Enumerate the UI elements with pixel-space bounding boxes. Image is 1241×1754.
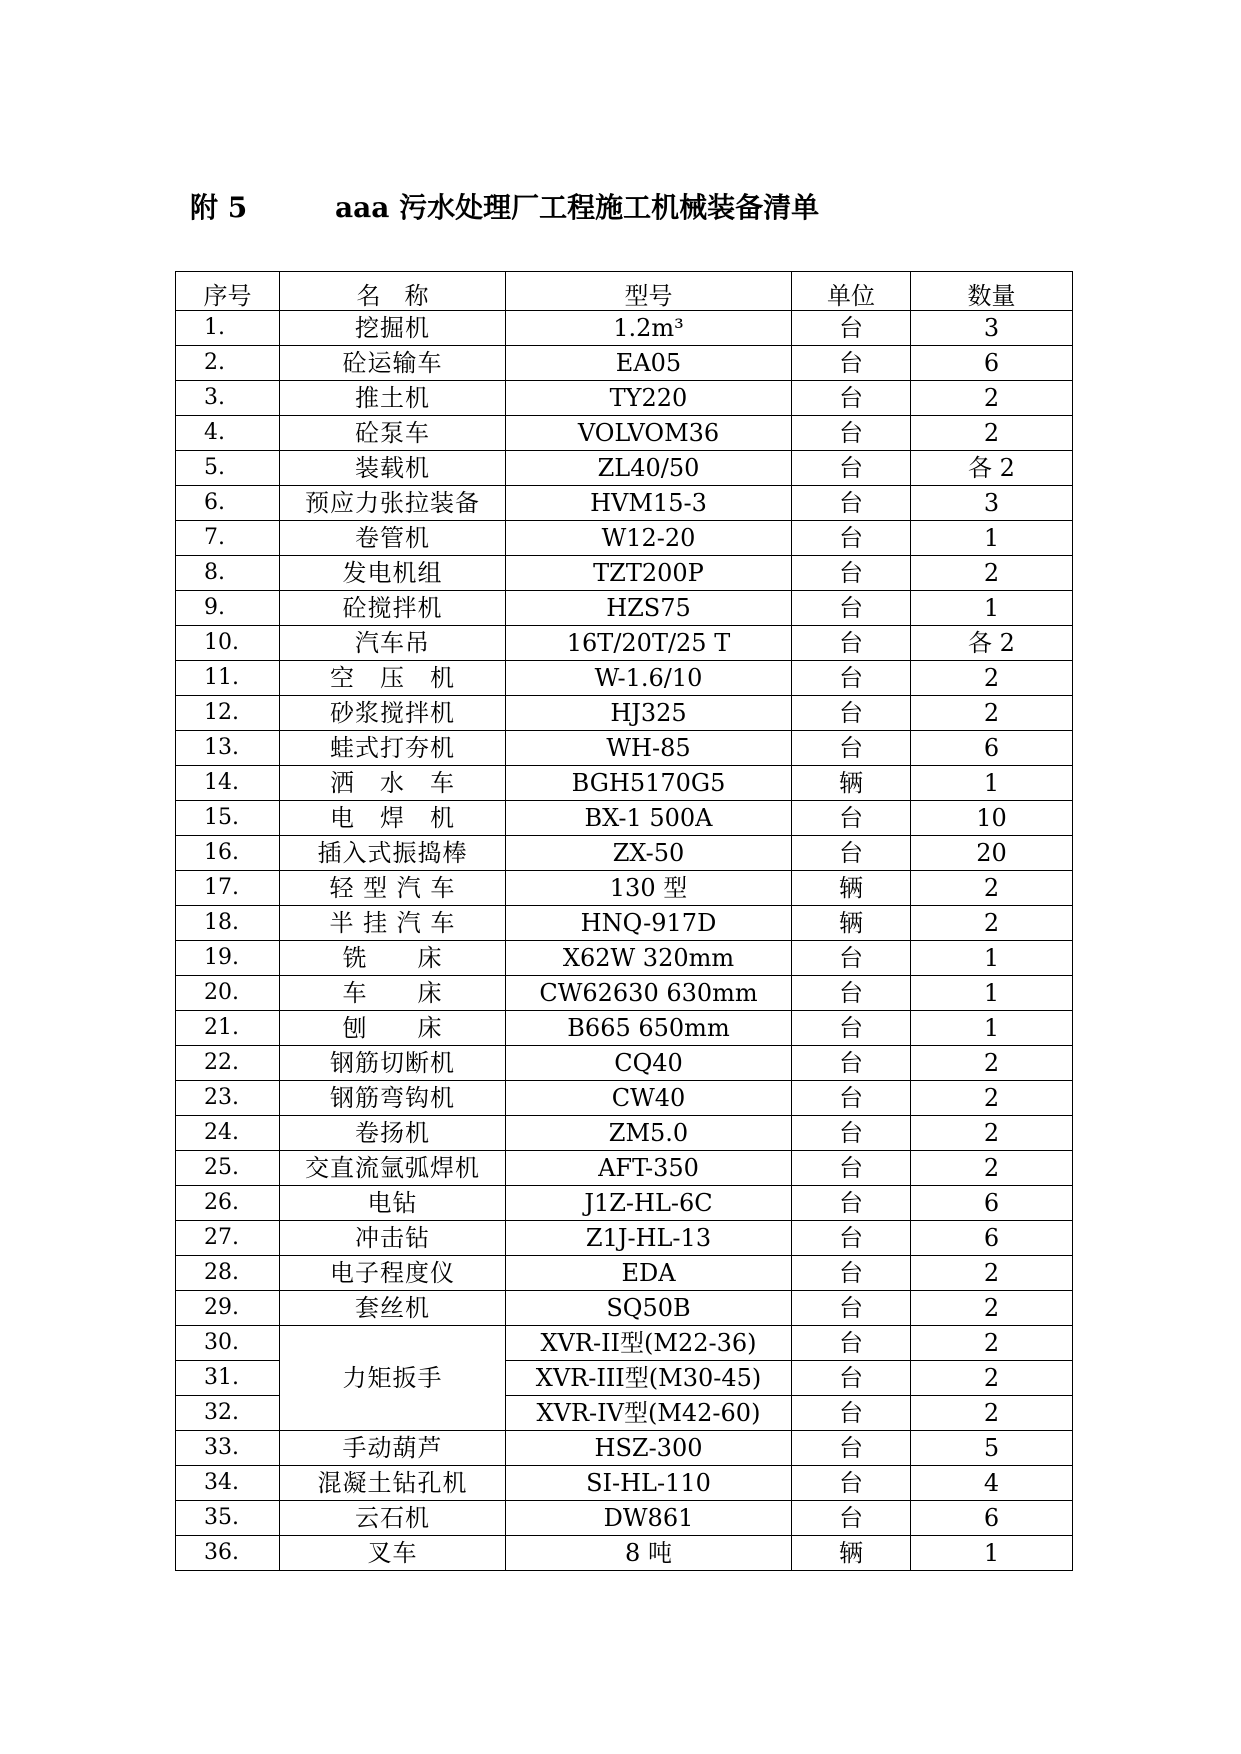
equipment-quantity: 6 [911, 1186, 1073, 1221]
equipment-quantity: 各 2 [911, 626, 1073, 661]
row-index: 7. [176, 521, 280, 556]
table-row [176, 1011, 1073, 1046]
equipment-name: 砼运输车 [280, 346, 506, 381]
row-index: 15. [176, 801, 280, 836]
equipment-name-merged: 力矩扳手 [280, 1326, 506, 1431]
table-row [176, 1221, 1073, 1256]
equipment-model: 8 吨 [506, 1536, 792, 1571]
row-index: 14. [176, 766, 280, 801]
equipment-quantity: 2 [911, 556, 1073, 591]
table-row [176, 696, 1073, 731]
equipment-unit: 台 [792, 731, 911, 766]
equipment-quantity: 2 [911, 661, 1073, 696]
table-row [176, 1501, 1073, 1536]
table-row [176, 801, 1073, 836]
equipment-name: 预应力张拉装备 [280, 486, 506, 521]
row-index: 17. [176, 871, 280, 906]
equipment-model: VOLVOM36 [506, 416, 792, 451]
equipment-name: 推土机 [280, 381, 506, 416]
equipment-unit: 台 [792, 1291, 911, 1326]
row-index: 4. [176, 416, 280, 451]
page-title: aaa 污水处理厂工程施工机械装备清单 [335, 191, 820, 224]
row-index: 3. [176, 381, 280, 416]
equipment-model: HJ325 [506, 696, 792, 731]
row-index: 10. [176, 626, 280, 661]
row-index: 36. [176, 1536, 280, 1571]
row-index: 32. [176, 1396, 280, 1431]
table-row [176, 1116, 1073, 1151]
equipment-model: ZM5.0 [506, 1116, 792, 1151]
table-row [176, 626, 1073, 661]
equipment-model: W-1.6/10 [506, 661, 792, 696]
equipment-name: 汽车吊 [280, 626, 506, 661]
equipment-unit: 台 [792, 416, 911, 451]
equipment-quantity: 2 [911, 381, 1073, 416]
equipment-unit: 辆 [792, 1536, 911, 1571]
row-index: 33. [176, 1431, 280, 1466]
table-row [176, 451, 1073, 486]
equipment-model: BX-1 500A [506, 801, 792, 836]
equipment-unit: 台 [792, 311, 911, 346]
equipment-name: 插入式振捣棒 [280, 836, 506, 871]
equipment-unit: 台 [792, 1186, 911, 1221]
header-model: 型号 [506, 272, 792, 311]
equipment-model: CW40 [506, 1081, 792, 1116]
equipment-model: XVR-III型(M30-45) [506, 1361, 792, 1396]
equipment-quantity: 2 [911, 1081, 1073, 1116]
equipment-quantity: 1 [911, 1011, 1073, 1046]
equipment-quantity: 3 [911, 311, 1073, 346]
equipment-unit: 台 [792, 1081, 911, 1116]
row-index: 13. [176, 731, 280, 766]
row-index: 11. [176, 661, 280, 696]
equipment-model: CQ40 [506, 1046, 792, 1081]
equipment-model: CW62630 630mm [506, 976, 792, 1011]
table-body [176, 311, 1073, 1571]
table-row [176, 1256, 1073, 1291]
equipment-quantity: 2 [911, 1326, 1073, 1361]
equipment-model: SQ50B [506, 1291, 792, 1326]
row-index: 27. [176, 1221, 280, 1256]
row-index: 35. [176, 1501, 280, 1536]
row-index: 20. [176, 976, 280, 1011]
equipment-model: AFT-350 [506, 1151, 792, 1186]
equipment-name: 冲击钻 [280, 1221, 506, 1256]
table-row [176, 906, 1073, 941]
equipment-quantity: 3 [911, 486, 1073, 521]
document-title [190, 186, 1090, 226]
equipment-unit: 辆 [792, 766, 911, 801]
table-row [176, 871, 1073, 906]
row-index: 24. [176, 1116, 280, 1151]
row-index: 28. [176, 1256, 280, 1291]
equipment-name: 装载机 [280, 451, 506, 486]
equipment-unit: 台 [792, 1326, 911, 1361]
equipment-model: WH-85 [506, 731, 792, 766]
equipment-name: 砼泵车 [280, 416, 506, 451]
table-row [176, 731, 1073, 766]
equipment-name: 混凝土钻孔机 [280, 1466, 506, 1501]
equipment-quantity: 2 [911, 416, 1073, 451]
equipment-model: HZS75 [506, 591, 792, 626]
equipment-unit: 台 [792, 1396, 911, 1431]
equipment-name: 叉车 [280, 1536, 506, 1571]
equipment-model: HSZ-300 [506, 1431, 792, 1466]
equipment-quantity: 1 [911, 591, 1073, 626]
equipment-name: 挖掘机 [280, 311, 506, 346]
row-index: 12. [176, 696, 280, 731]
table-row [176, 836, 1073, 871]
equipment-unit: 台 [792, 381, 911, 416]
equipment-model: 16T/20T/25 T [506, 626, 792, 661]
equipment-name: 电子程度仪 [280, 1256, 506, 1291]
table-row [176, 1326, 1073, 1361]
equipment-unit: 台 [792, 451, 911, 486]
row-index: 34. [176, 1466, 280, 1501]
header-name: 名 称 [280, 272, 506, 311]
equipment-model: X62W 320mm [506, 941, 792, 976]
equipment-quantity: 6 [911, 1221, 1073, 1256]
table-row [176, 1466, 1073, 1501]
equipment-quantity: 2 [911, 1256, 1073, 1291]
equipment-unit: 台 [792, 801, 911, 836]
equipment-model: TY220 [506, 381, 792, 416]
equipment-unit: 台 [792, 1361, 911, 1396]
equipment-model: J1Z-HL-6C [506, 1186, 792, 1221]
equipment-quantity: 1 [911, 976, 1073, 1011]
table-row [176, 1291, 1073, 1326]
row-index: 9. [176, 591, 280, 626]
row-index: 21. [176, 1011, 280, 1046]
table-row [176, 1186, 1073, 1221]
equipment-quantity: 1 [911, 941, 1073, 976]
equipment-name: 交直流氩弧焊机 [280, 1151, 506, 1186]
equipment-model: HVM15-3 [506, 486, 792, 521]
equipment-quantity: 20 [911, 836, 1073, 871]
equipment-name: 轻 型 汽 车 [280, 871, 506, 906]
equipment-quantity: 6 [911, 346, 1073, 381]
equipment-model: ZX-50 [506, 836, 792, 871]
row-index: 1. [176, 311, 280, 346]
equipment-model: SI-HL-110 [506, 1466, 792, 1501]
equipment-model: W12-20 [506, 521, 792, 556]
equipment-unit: 台 [792, 346, 911, 381]
equipment-name: 套丝机 [280, 1291, 506, 1326]
equipment-quantity: 各 2 [911, 451, 1073, 486]
equipment-model: Z1J-HL-13 [506, 1221, 792, 1256]
equipment-unit: 台 [792, 1011, 911, 1046]
equipment-table [175, 271, 1073, 1571]
table-row [176, 486, 1073, 521]
equipment-quantity: 1 [911, 521, 1073, 556]
equipment-unit: 台 [792, 941, 911, 976]
equipment-name: 卷扬机 [280, 1116, 506, 1151]
equipment-unit: 台 [792, 836, 911, 871]
equipment-unit: 辆 [792, 906, 911, 941]
row-index: 29. [176, 1291, 280, 1326]
row-index: 22. [176, 1046, 280, 1081]
equipment-unit: 台 [792, 661, 911, 696]
table-row [176, 766, 1073, 801]
equipment-unit: 台 [792, 696, 911, 731]
equipment-name: 洒 水 车 [280, 766, 506, 801]
equipment-unit: 台 [792, 1501, 911, 1536]
equipment-unit: 台 [792, 1151, 911, 1186]
equipment-model: DW861 [506, 1501, 792, 1536]
table-row [176, 591, 1073, 626]
equipment-name: 手动葫芦 [280, 1431, 506, 1466]
table-row [176, 941, 1073, 976]
equipment-unit: 台 [792, 1221, 911, 1256]
equipment-quantity: 6 [911, 731, 1073, 766]
equipment-unit: 台 [792, 1431, 911, 1466]
equipment-quantity: 2 [911, 1046, 1073, 1081]
equipment-model: EDA [506, 1256, 792, 1291]
equipment-quantity: 2 [911, 696, 1073, 731]
equipment-unit: 台 [792, 1046, 911, 1081]
equipment-name: 蛙式打夯机 [280, 731, 506, 766]
equipment-unit: 台 [792, 626, 911, 661]
row-index: 8. [176, 556, 280, 591]
equipment-model: ZL40/50 [506, 451, 792, 486]
equipment-unit: 台 [792, 976, 911, 1011]
equipment-quantity: 2 [911, 906, 1073, 941]
equipment-model: XVR-IV型(M42-60) [506, 1396, 792, 1431]
table-row [176, 1151, 1073, 1186]
equipment-quantity: 2 [911, 1396, 1073, 1431]
equipment-name: 钢筋弯钩机 [280, 1081, 506, 1116]
equipment-quantity: 1 [911, 766, 1073, 801]
row-index: 30. [176, 1326, 280, 1361]
equipment-model: EA05 [506, 346, 792, 381]
equipment-quantity: 2 [911, 1116, 1073, 1151]
equipment-name: 铣 床 [280, 941, 506, 976]
header-index: 序号 [176, 272, 280, 311]
equipment-model: HNQ-917D [506, 906, 792, 941]
row-index: 16. [176, 836, 280, 871]
equipment-unit: 台 [792, 486, 911, 521]
row-index: 6. [176, 486, 280, 521]
equipment-unit: 台 [792, 1116, 911, 1151]
equipment-quantity: 2 [911, 1361, 1073, 1396]
equipment-quantity: 2 [911, 1291, 1073, 1326]
equipment-unit: 辆 [792, 871, 911, 906]
table-row [176, 416, 1073, 451]
equipment-name: 半 挂 汽 车 [280, 906, 506, 941]
equipment-name: 电 焊 机 [280, 801, 506, 836]
equipment-quantity: 10 [911, 801, 1073, 836]
table-row [176, 976, 1073, 1011]
equipment-unit: 台 [792, 556, 911, 591]
row-index: 19. [176, 941, 280, 976]
table-row [176, 1536, 1073, 1571]
equipment-name: 刨 床 [280, 1011, 506, 1046]
row-index: 31. [176, 1361, 280, 1396]
equipment-model: TZT200P [506, 556, 792, 591]
table-row [176, 1081, 1073, 1116]
table-row [176, 1046, 1073, 1081]
row-index: 26. [176, 1186, 280, 1221]
equipment-model: 1.2m³ [506, 311, 792, 346]
equipment-quantity: 4 [911, 1466, 1073, 1501]
appendix-label: 附 5 [190, 191, 248, 224]
row-index: 5. [176, 451, 280, 486]
equipment-name: 电钻 [280, 1186, 506, 1221]
equipment-unit: 台 [792, 521, 911, 556]
equipment-model: 130 型 [506, 871, 792, 906]
header-unit: 单位 [792, 272, 911, 311]
table-row [176, 346, 1073, 381]
table-row [176, 556, 1073, 591]
table-row [176, 1431, 1073, 1466]
equipment-name: 砼搅拌机 [280, 591, 506, 626]
equipment-name: 发电机组 [280, 556, 506, 591]
table-row [176, 661, 1073, 696]
equipment-unit: 台 [792, 1256, 911, 1291]
equipment-model: B665 650mm [506, 1011, 792, 1046]
row-index: 25. [176, 1151, 280, 1186]
row-index: 23. [176, 1081, 280, 1116]
row-index: 18. [176, 906, 280, 941]
table-row [176, 311, 1073, 346]
equipment-unit: 台 [792, 1466, 911, 1501]
equipment-quantity: 1 [911, 1536, 1073, 1571]
header-quantity: 数量 [911, 272, 1073, 311]
table-header-row [176, 272, 1073, 311]
row-index: 2. [176, 346, 280, 381]
equipment-name: 钢筋切断机 [280, 1046, 506, 1081]
table-row [176, 521, 1073, 556]
equipment-unit: 台 [792, 591, 911, 626]
equipment-name: 砂浆搅拌机 [280, 696, 506, 731]
equipment-quantity: 2 [911, 1151, 1073, 1186]
equipment-quantity: 5 [911, 1431, 1073, 1466]
equipment-name: 卷管机 [280, 521, 506, 556]
equipment-quantity: 6 [911, 1501, 1073, 1536]
equipment-model: XVR-II型(M22-36) [506, 1326, 792, 1361]
equipment-name: 云石机 [280, 1501, 506, 1536]
table-row [176, 381, 1073, 416]
equipment-name: 车 床 [280, 976, 506, 1011]
equipment-name: 空 压 机 [280, 661, 506, 696]
equipment-model: BGH5170G5 [506, 766, 792, 801]
equipment-quantity: 2 [911, 871, 1073, 906]
